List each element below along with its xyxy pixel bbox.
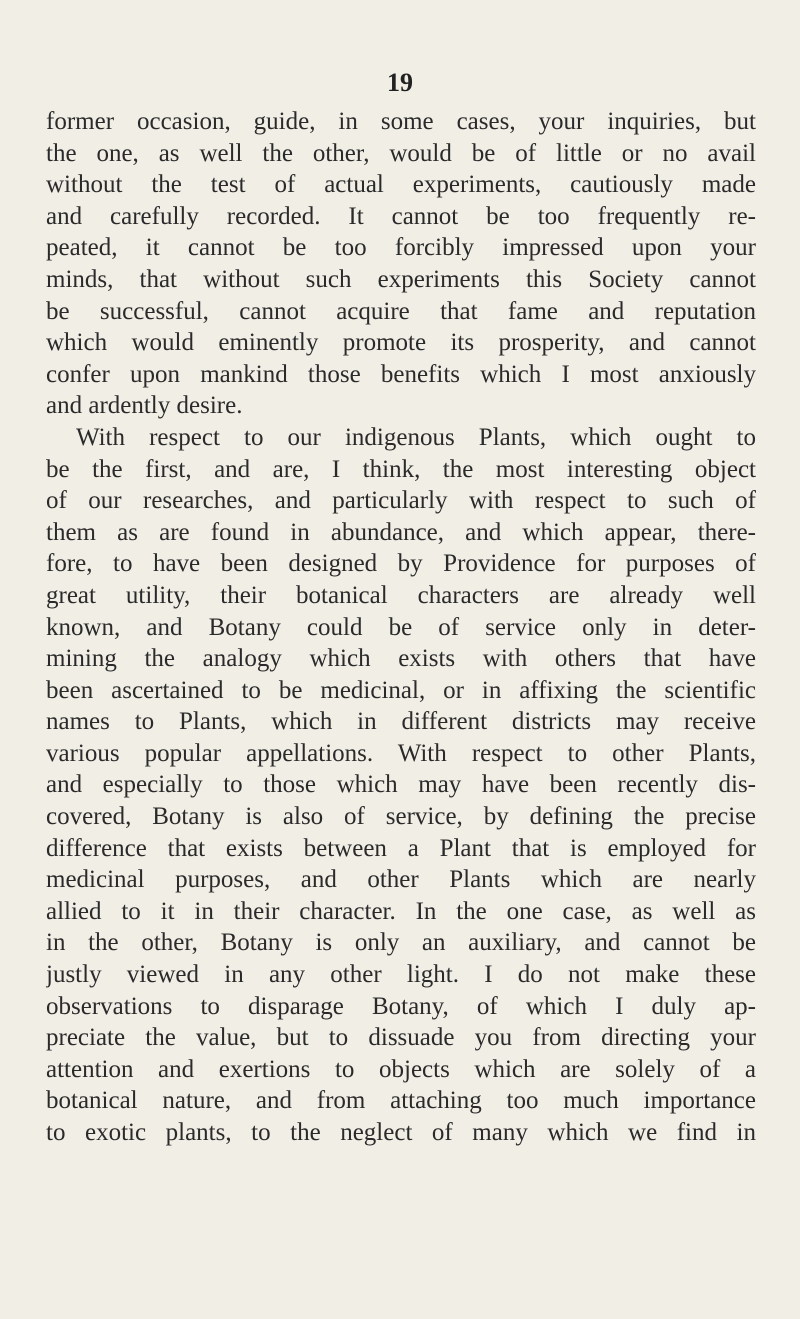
text-line: known, and Botany could be of service only in deter-	[46, 613, 756, 641]
text-line: and carefully recorded. It cannot be too frequently re-	[46, 202, 756, 230]
text-line: observations to disparage Botany, of which I duly ap-	[46, 992, 756, 1020]
paragraph-start-line: With respect to our indigenous Plants, which ought to	[76, 423, 756, 451]
text-line: which would eminently promote its prosperity, and cannot	[46, 329, 756, 357]
text-line: names to Plants, which in different districts may receive	[46, 708, 756, 736]
text-line: the one, as well the other, would be of little or no avail	[46, 139, 756, 167]
body-text	[46, 106, 756, 1149]
text-line: great utility, their botanical characters are already well	[46, 581, 756, 609]
text-line: confer upon mankind those benefits which I most anxiously	[46, 360, 756, 388]
text-line: them as are found in abundance, and which appear, there-	[46, 518, 756, 546]
text-line: various popular appellations. With respect to other Plants,	[46, 739, 756, 767]
text-line: peated, it cannot be too forcibly impressed upon your	[46, 234, 756, 262]
text-line: preciate the value, but to dissuade you from directing your	[46, 1024, 756, 1052]
text-line: and especially to those which may have been recently dis-	[46, 771, 756, 799]
text-line: botanical nature, and from attaching too much importance	[46, 1087, 756, 1115]
text-line: covered, Botany is also of service, by defining the precise	[46, 803, 756, 831]
paragraph-end-line: and ardently desire.	[46, 392, 243, 420]
text-line: difference that exists between a Plant that is employed for	[46, 834, 756, 862]
text-line: former occasion, guide, in some cases, your inquiries, but	[46, 108, 756, 135]
text-line: of our researches, and particularly with respect to such of	[46, 487, 756, 515]
text-line: fore, to have been designed by Providence for purposes of	[46, 550, 756, 578]
text-line: attention and exertions to objects which are solely of a	[46, 1055, 756, 1083]
text-line: been ascertained to be medicinal, or in affixing the scientific	[46, 676, 756, 704]
page-number: 19	[387, 68, 413, 97]
text-line: minds, that without such experiments this Society cannot	[46, 265, 756, 293]
text-line: medicinal purposes, and other Plants which are nearly	[46, 866, 756, 894]
text-line: justly viewed in any other light. I do not make these	[46, 961, 756, 989]
text-line: to exotic plants, to the neglect of many which we find in	[46, 1119, 756, 1146]
text-line: be successful, cannot acquire that fame and reputation	[46, 297, 756, 325]
text-line: mining the analogy which exists with others that have	[46, 645, 756, 673]
text-line: allied to it in their character. In the one case, as well as	[46, 897, 756, 925]
text-line: without the test of actual experiments, cautiously made	[46, 171, 756, 199]
text-line: be the first, and are, I think, the most interesting object	[46, 455, 756, 483]
text-line: in the other, Botany is only an auxiliary, and cannot be	[46, 929, 756, 957]
